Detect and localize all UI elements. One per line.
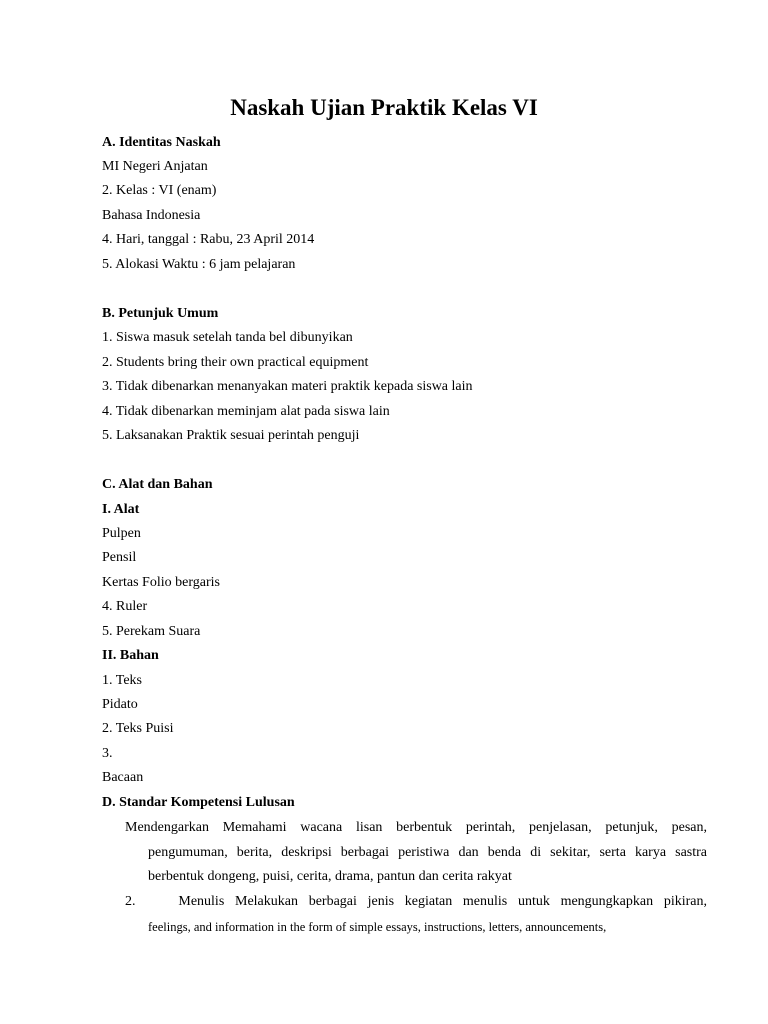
alat-heading: I. Alat xyxy=(102,502,140,517)
section-a-line: MI Negeri Anjatan xyxy=(102,159,208,174)
alat-item: 5. Perekam Suara xyxy=(102,624,201,639)
bahan-item: 3. xyxy=(102,746,113,761)
bahan-heading: II. Bahan xyxy=(102,648,159,663)
competency-paragraph-writing xyxy=(125,890,707,939)
paragraph-line: Mendengarkan Memahami wacana lisan berbentuk perintah, penjelasan, petunjuk, pesan, xyxy=(125,820,707,835)
bahan-item: 2. Teks Puisi xyxy=(102,721,174,736)
bahan-item: 1. Teks xyxy=(102,673,142,688)
competency-paragraph-listening xyxy=(125,816,707,890)
document-title: Naskah Ujian Praktik Kelas VI xyxy=(230,95,538,120)
bahan-item: Bacaan xyxy=(102,770,144,785)
paragraph-line: feelings, and information in the form of simple essays, instructions, letters, announcements, xyxy=(148,919,607,934)
paragraph-line: 2. Menulis Melakukan berbagai jenis kegiatan menulis untuk mengungkapkan pikiran, xyxy=(125,894,707,909)
section-b-heading: B. Petunjuk Umum xyxy=(102,306,219,321)
section-b-line: 4. Tidak dibenarkan meminjam alat pada siswa lain xyxy=(102,404,390,419)
alat-item: Pensil xyxy=(102,550,137,565)
section-b-line: 3. Tidak dibenarkan menanyakan materi praktik kepada siswa lain xyxy=(102,379,473,394)
section-a-line: 2. Kelas : VI (enam) xyxy=(102,183,217,198)
alat-item: 4. Ruler xyxy=(102,599,148,614)
section-a-heading: A. Identitas Naskah xyxy=(102,135,221,150)
section-a-line: 4. Hari, tanggal : Rabu, 23 April 2014 xyxy=(102,232,315,247)
paragraph-line: pengumuman, berita, deskripsi berbagai peristiwa dan benda di sekitar, serta karya sastra xyxy=(148,844,707,860)
section-b-line: 5. Laksanakan Praktik sesuai perintah penguji xyxy=(102,428,360,443)
alat-item: Kertas Folio bergaris xyxy=(102,575,220,590)
section-a-line: 5. Alokasi Waktu : 6 jam pelajaran xyxy=(102,257,296,272)
section-b-line: 2. Students bring their own practical equipment xyxy=(102,355,369,370)
section-a-line: Bahasa Indonesia xyxy=(102,208,201,223)
alat-item: Pulpen xyxy=(102,526,141,541)
section-d-heading: D. Standar Kompetensi Lulusan xyxy=(102,795,295,810)
section-c-heading: C. Alat dan Bahan xyxy=(102,477,213,492)
section-b-line: 1. Siswa masuk setelah tanda bel dibunyikan xyxy=(102,330,353,345)
bahan-item: Pidato xyxy=(102,697,138,712)
paragraph-line: berbentuk dongeng, puisi, cerita, drama, pantun dan cerita rakyat xyxy=(148,869,512,884)
